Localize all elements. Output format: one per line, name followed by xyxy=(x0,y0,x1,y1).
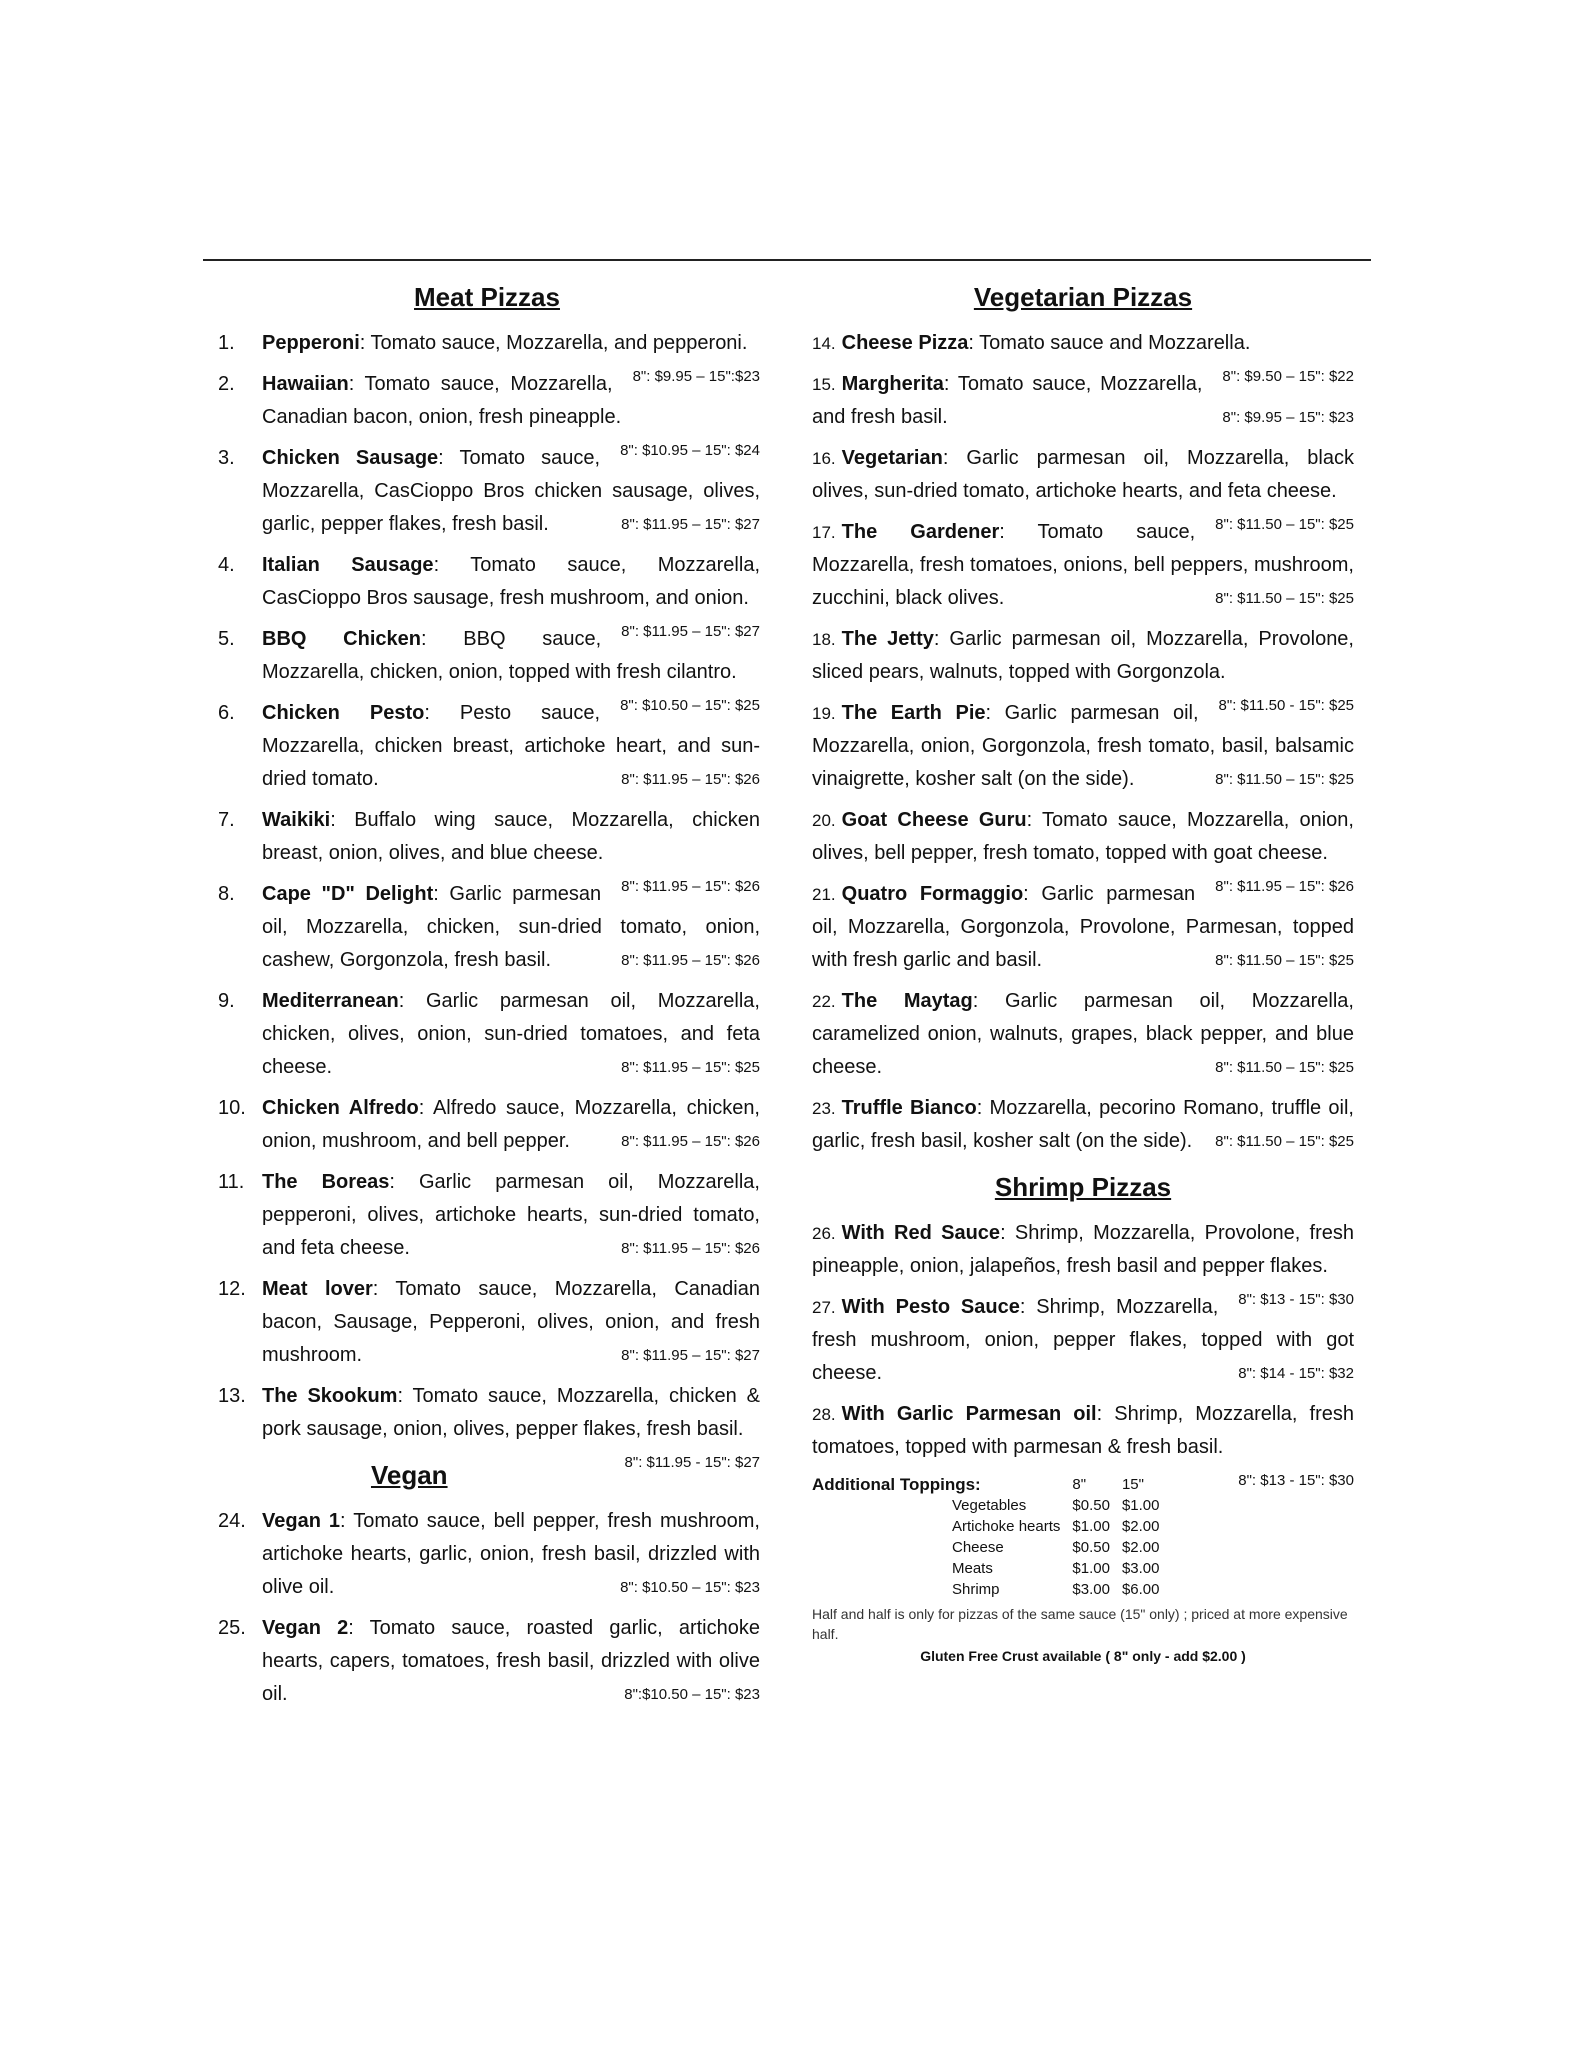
item-description: : Buffalo wing sauce, Mozzarella, chicken breast, onion, olives, and blue cheese. xyxy=(262,809,760,864)
item-description: : Garlic parmesan oil, Mozzarella, caramelized onion, walnuts, grapes, black pepper, and blue cheese. xyxy=(812,990,1354,1078)
menu-item xyxy=(214,1612,760,1711)
item-number: 11. xyxy=(218,1171,245,1193)
right-column xyxy=(812,282,1354,1664)
item-description: : Shrimp, Mozzarella, Provolone, fresh pineapple, onion, jalapeños, fresh basil and pepper flakes. xyxy=(812,1222,1354,1277)
menu-item xyxy=(812,878,1354,977)
item-price: 8": $10.50 – 15": $25 xyxy=(620,697,760,714)
item-name: Waikiki xyxy=(262,809,331,831)
item-description: : Tomato sauce, Mozzarella, Canadian bacon, Sausage, Pepperoni, olives, onion, and fresh mushroom. xyxy=(262,1278,760,1366)
item-description: : Alfredo sauce, Mozzarella, chicken, onion, mushroom, and bell pepper. xyxy=(262,1097,760,1152)
item-description: : Garlic parmesan oil, Mozzarella, black olives, sun-dried tomato, artichoke hearts, and feta cheese. xyxy=(812,447,1354,502)
item-number: 1. xyxy=(218,332,235,354)
item-price: 8": $11.50 - 15": $25 xyxy=(1218,697,1354,714)
topping-price-8: $0.50 xyxy=(1072,1497,1110,1514)
item-name: Vegan 1 xyxy=(262,1510,341,1532)
item-description: : Tomato sauce, roasted garlic, artichoke hearts, capers, tomatoes, fresh basil, drizzled with olive oil. xyxy=(262,1617,760,1705)
item-price: 8": $11.50 – 15": $25 xyxy=(1215,516,1354,533)
item-price: 8": $11.95 – 15": $26 xyxy=(1215,878,1354,895)
item-name: The Skookum xyxy=(262,1385,398,1407)
meat-list xyxy=(214,327,760,1471)
gluten-free-note: Gluten Free Crust available ( 8" only - add $2.00 ) xyxy=(920,1648,1246,1664)
item-name: Chicken Sausage xyxy=(262,447,439,469)
menu-item xyxy=(812,1291,1354,1390)
item-description: : Garlic parmesan oil, Mozzarella, chicken, olives, onion, sun-dried tomatoes, and feta cheese. xyxy=(262,990,760,1078)
item-name: Mediterranean xyxy=(262,990,399,1012)
half-and-half-note: Half and half is only for pizzas of the same sauce (15" only) ; priced at more expensive half. xyxy=(812,1606,1348,1642)
item-price: 8": $11.95 – 15": $27 xyxy=(621,516,760,533)
item-name: Cheese Pizza xyxy=(841,332,969,354)
item-description: : Mozzarella, pecorino Romano, truffle oil, garlic, fresh basil, kosher salt (on the side). xyxy=(812,1097,1354,1152)
topping-row xyxy=(812,1558,1171,1579)
topping-price-15: $2.00 xyxy=(1121,1518,1160,1535)
topping-name: Artichoke hearts xyxy=(952,1518,1061,1535)
item-name: Margherita xyxy=(841,373,944,395)
item-number: 19. xyxy=(812,704,836,723)
menu-item xyxy=(214,1505,760,1604)
topping-name: Cheese xyxy=(952,1539,1004,1556)
item-name: Pepperoni xyxy=(262,332,360,354)
item-name: Cape "D" Delight xyxy=(262,883,434,905)
toppings-title: Additional Toppings: xyxy=(812,1475,981,1494)
menu-item xyxy=(214,878,760,977)
item-number: 25. xyxy=(218,1617,246,1639)
additional-toppings xyxy=(812,1474,1354,1664)
topping-row xyxy=(812,1495,1171,1516)
item-name: Italian Sausage xyxy=(262,554,434,576)
item-number: 26. xyxy=(812,1224,836,1243)
topping-price-15: $3.00 xyxy=(1121,1560,1160,1577)
topping-row xyxy=(812,1537,1171,1558)
item-price: 8": $11.95 – 15": $27 xyxy=(621,1347,760,1364)
item-number: 13. xyxy=(218,1385,246,1407)
item-description: : Garlic parmesan oil, Mozzarella, pepperoni, olives, artichoke hearts, sun-dried tomato, and feta cheese. xyxy=(262,1171,760,1259)
item-description: : Garlic parmesan oil, Mozzarella, Provolone, sliced pears, walnuts, topped with Gorgonzola. xyxy=(812,628,1354,683)
item-number: 9. xyxy=(218,990,235,1012)
item-number: 20. xyxy=(812,811,836,830)
item-description: : Shrimp, Mozzarella, fresh tomatoes, topped with parmesan & fresh basil. xyxy=(812,1403,1354,1458)
item-price: 8": $10.50 – 15": $23 xyxy=(620,1579,760,1596)
item-name: Meat lover xyxy=(262,1278,373,1300)
topping-name: Meats xyxy=(952,1560,993,1577)
item-price: 8": $11.50 – 15": $25 xyxy=(1215,771,1354,788)
topping-price-8: $3.00 xyxy=(1072,1581,1110,1598)
item-number: 27. xyxy=(812,1298,836,1317)
item-name: Truffle Bianco xyxy=(841,1097,977,1119)
item-name: The Gardener xyxy=(841,521,1000,543)
topping-name: Vegetables xyxy=(952,1497,1027,1514)
menu-item xyxy=(812,697,1354,796)
item-number: 2. xyxy=(218,373,235,395)
item-price: 8": $11.95 – 15": $26 xyxy=(621,952,760,969)
item-description: : Tomato sauce, Mozzarella, fresh tomatoes, onions, bell peppers, mushroom, zucchini, black olives. xyxy=(812,521,1354,609)
item-price: 8":$10.50 – 15": $23 xyxy=(624,1686,760,1703)
item-price: 8": $11.95 – 15": $25 xyxy=(621,1059,760,1076)
menu-item xyxy=(214,1273,760,1372)
toppings-table xyxy=(812,1474,1171,1600)
item-name: Hawaiian xyxy=(262,373,349,395)
topping-price-15: $2.00 xyxy=(1121,1539,1160,1556)
item-price: 8": $11.95 – 15": $26 xyxy=(621,878,760,895)
item-number: 12. xyxy=(218,1278,246,1300)
item-name: With Pesto Sauce xyxy=(841,1296,1020,1318)
item-description: : Tomato sauce, Mozzarella, Canadian bacon, onion, fresh pineapple. xyxy=(262,373,622,428)
item-number: 4. xyxy=(218,554,235,576)
item-description: : Garlic parmesan oil, Mozzarella, Gorgonzola, Provolone, Parmesan, topped with fresh garlic and basil. xyxy=(812,883,1354,971)
item-name: With Garlic Parmesan oil xyxy=(841,1403,1097,1425)
item-name: The Earth Pie xyxy=(841,702,986,724)
topping-price-15: $6.00 xyxy=(1121,1581,1160,1598)
item-price: 8": $10.95 – 15": $24 xyxy=(620,442,760,459)
item-number: 21. xyxy=(812,885,836,904)
item-number: 8. xyxy=(218,883,235,905)
item-name: BBQ Chicken xyxy=(262,628,421,650)
shrimp-pizzas-heading: Shrimp Pizzas xyxy=(994,1172,1172,1202)
meat-pizzas-heading: Meat Pizzas xyxy=(414,282,560,312)
toppings-col-15: 15" xyxy=(1121,1476,1144,1493)
item-name: Vegetarian xyxy=(841,447,943,469)
item-price: 8": $14 - 15": $32 xyxy=(1238,1365,1354,1382)
item-name: Chicken Pesto xyxy=(262,702,425,724)
item-description: : Tomato sauce, Mozzarella, CasCioppo Bros sausage, fresh mushroom, and onion. xyxy=(262,554,760,609)
item-description: : Tomato sauce, Mozzarella, chicken & pork sausage, onion, olives, pepper flakes, fresh basil. xyxy=(262,1385,760,1440)
menu-item xyxy=(812,516,1354,615)
item-number: 24. xyxy=(218,1510,246,1532)
item-number: 23. xyxy=(812,1099,836,1118)
item-price: 8": $9.95 – 15": $23 xyxy=(1222,409,1354,426)
topping-price-15: $1.00 xyxy=(1121,1497,1160,1514)
item-number: 14. xyxy=(812,334,836,353)
item-price: 8": $13 - 15": $30 xyxy=(1238,1291,1354,1308)
item-price: 8": $9.50 – 15": $22 xyxy=(1222,368,1354,385)
item-name: Quatro Formaggio xyxy=(841,883,1024,905)
menu-item xyxy=(214,697,760,796)
item-name: Goat Cheese Guru xyxy=(841,809,1027,831)
item-description: : Tomato sauce, Mozzarella, CasCioppo Bros chicken sausage, olives, garlic, pepper flakes, fresh basil. xyxy=(262,447,760,535)
menu-item xyxy=(214,985,760,1084)
item-price: 8": $11.50 – 15": $25 xyxy=(1215,1133,1354,1150)
item-number: 7. xyxy=(218,809,235,831)
menu-item xyxy=(214,1092,760,1158)
menu-item xyxy=(812,985,1354,1084)
item-name: Chicken Alfredo xyxy=(262,1097,419,1119)
item-price: 8": $11.50 – 15": $25 xyxy=(1215,1059,1354,1076)
item-name: The Jetty xyxy=(841,628,934,650)
item-price: 8": $11.50 – 15": $25 xyxy=(1215,590,1354,607)
item-number: 28. xyxy=(812,1405,836,1424)
menu-item xyxy=(214,442,760,541)
item-number: 15. xyxy=(812,375,836,394)
vegetarian-pizzas-heading: Vegetarian Pizzas xyxy=(973,282,1193,312)
topping-price-8: $1.00 xyxy=(1072,1518,1110,1535)
item-description: : Pesto sauce, Mozzarella, chicken breast, artichoke heart, and sun-dried tomato. xyxy=(262,702,760,790)
toppings-col-8: 8" xyxy=(1072,1476,1087,1493)
item-price: 8": $13 - 15": $30 xyxy=(1238,1472,1354,1489)
item-price: 8": $11.95 – 15": $27 xyxy=(621,623,760,640)
item-description: : Tomato sauce, bell pepper, fresh mushroom, artichoke hearts, garlic, onion, fresh basil, drizzled with olive oil. xyxy=(262,1510,760,1598)
item-price: 8": $11.95 – 15": $26 xyxy=(621,1133,760,1150)
item-name: With Red Sauce xyxy=(841,1222,1001,1244)
topping-name: Shrimp xyxy=(952,1581,1000,1598)
item-number: 17. xyxy=(812,523,836,542)
menu-item xyxy=(812,368,1354,434)
item-price: 8": $11.95 - 15": $27 xyxy=(624,1454,760,1471)
toppings-rows xyxy=(812,1495,1171,1600)
vegan-heading: Vegan xyxy=(370,1460,448,1490)
item-description: : Tomato sauce and Mozzarella. xyxy=(968,332,1251,354)
item-name: Vegan 2 xyxy=(262,1617,349,1639)
item-description: : BBQ sauce, Mozzarella, chicken, onion, topped with fresh cilantro. xyxy=(262,628,737,683)
left-column xyxy=(214,282,760,1719)
menu-item xyxy=(214,1166,760,1265)
item-description: : Tomato sauce, Mozzarella, onion, olives, bell pepper, fresh tomato, topped with goat cheese. xyxy=(812,809,1354,864)
item-number: 16. xyxy=(812,449,836,468)
item-number: 5. xyxy=(218,628,235,650)
item-name: The Maytag xyxy=(841,990,973,1012)
topping-price-8: $0.50 xyxy=(1072,1539,1110,1556)
item-description: : Shrimp, Mozzarella, fresh mushroom, onion, pepper flakes, topped with got cheese. xyxy=(812,1296,1354,1384)
item-description: : Tomato sauce, Mozzarella, and fresh basil. xyxy=(812,373,1203,428)
item-name: The Boreas xyxy=(262,1171,390,1193)
topping-row xyxy=(812,1516,1171,1537)
item-description: : Garlic parmesan oil, Mozzarella, onion, Gorgonzola, fresh tomato, basil, balsamic vinaigrette, kosher salt (on the side). xyxy=(812,702,1354,790)
item-number: 3. xyxy=(218,447,235,469)
item-price: 8": $11.50 – 15": $25 xyxy=(1215,952,1354,969)
vegetarian-list xyxy=(812,327,1354,1158)
item-price: 8": $11.95 – 15": $26 xyxy=(621,1240,760,1257)
menu-item xyxy=(214,1380,760,1471)
item-number: 22. xyxy=(812,992,836,1011)
vegan-list xyxy=(214,1505,760,1711)
top-rule xyxy=(203,259,1371,261)
item-description: : Tomato sauce, Mozzarella, and pepperoni. xyxy=(359,332,748,354)
item-description: : Garlic parmesan oil, Mozzarella, chicken, sun-dried tomato, onion, cashew, Gorgonzola, fresh basil. xyxy=(262,883,760,971)
topping-row xyxy=(812,1579,1171,1600)
item-price: 8": $11.95 – 15": $26 xyxy=(621,771,760,788)
item-number: 10. xyxy=(218,1097,246,1119)
menu-item xyxy=(812,1092,1354,1158)
item-number: 6. xyxy=(218,702,235,724)
topping-price-8: $1.00 xyxy=(1072,1560,1110,1577)
item-number: 18. xyxy=(812,630,836,649)
item-price: 8": $9.95 – 15":$23 xyxy=(632,368,760,385)
